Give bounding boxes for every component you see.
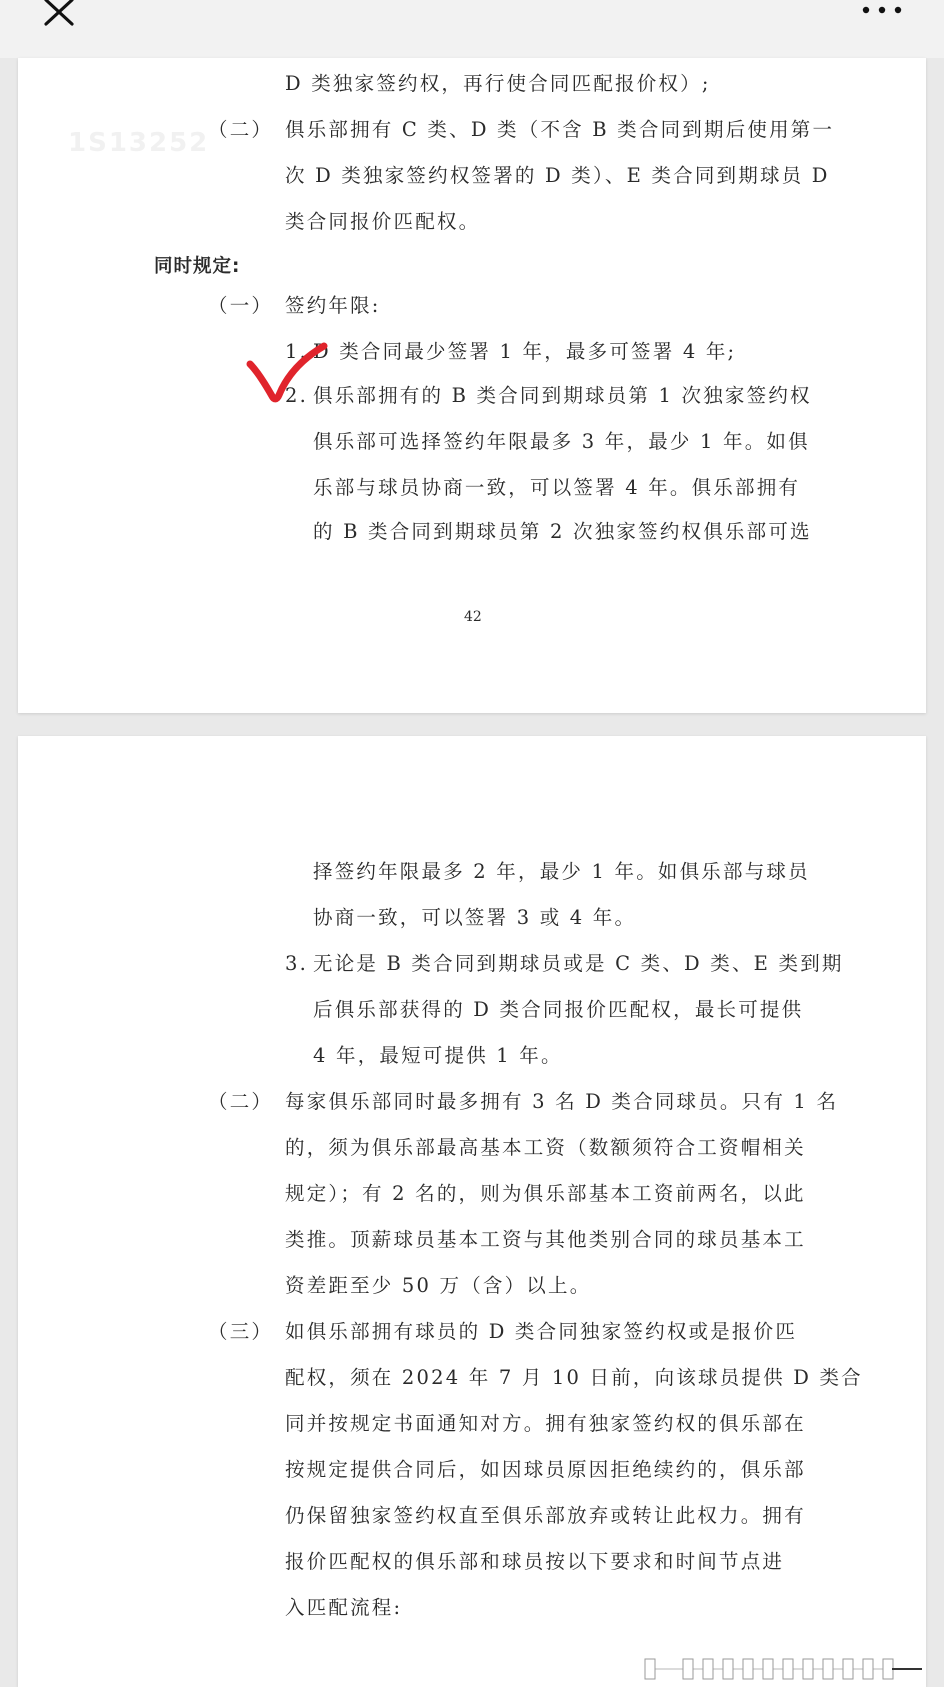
- text-line: 报价匹配权的俱乐部和球员按以下要求和时间节点进: [285, 1550, 785, 1573]
- text-line: 俱乐部拥有的 B 类合同到期球员第 1 次独家签约权: [313, 384, 812, 407]
- list-marker: 1.: [285, 340, 309, 363]
- text-line: 俱乐部拥有 C 类、D 类（不含 B 类合同到期后使用第一: [285, 118, 835, 141]
- close-icon: [40, 0, 84, 34]
- text-line: 类合同报价匹配权。: [285, 210, 481, 233]
- list-marker: 3.: [285, 952, 309, 975]
- text-line: 资差距至少 50 万（含）以上。: [285, 1274, 592, 1297]
- text-line: 按规定提供合同后，如因球员原因拒绝续约的，俱乐部: [285, 1458, 806, 1481]
- text-line: 的 B 类合同到期球员第 2 次独家签约权俱乐部可选: [313, 520, 812, 543]
- text-line: 同并按规定书面通知对方。拥有独家签约权的俱乐部在: [285, 1412, 806, 1435]
- faded-watermark: 1S13252: [68, 128, 210, 158]
- text-line: 如俱乐部拥有球员的 D 类合同独家签约权或是报价匹: [285, 1320, 798, 1343]
- scroll-indicator: [500, 1656, 930, 1682]
- text-line: D 类独家签约权，再行使合同匹配报价权）;: [285, 72, 711, 95]
- text-line: 每家俱乐部同时最多拥有 3 名 D 类合同球员。只有 1 名: [285, 1090, 839, 1113]
- text-line: 协商一致，可以签署 3 或 4 年。: [313, 906, 637, 929]
- text-line: D 类合同最少签署 1 年，最多可签署 4 年;: [313, 340, 737, 363]
- text-line: 4 年，最短可提供 1 年。: [313, 1044, 563, 1067]
- text-line: 签约年限:: [285, 294, 381, 317]
- text-line: 规定）；有 2 名的，则为俱乐部基本工资前两名，以此: [285, 1182, 806, 1205]
- page-number: 42: [464, 609, 482, 625]
- text-line: 无论是 B 类合同到期球员或是 C 类、D 类、E 类到期: [313, 952, 844, 975]
- text-line: 次 D 类独家签约权签署的 D 类）、E 类合同到期球员 D: [285, 164, 830, 187]
- text-line: 配权，须在 2024 年 7 月 10 日前，向该球员提供 D 类合: [285, 1366, 863, 1389]
- text-line: 入匹配流程:: [285, 1596, 403, 1619]
- document-page-42: [18, 58, 926, 713]
- close-button[interactable]: [40, 0, 84, 34]
- section-heading: 同时规定:: [154, 256, 241, 277]
- list-marker: （二）: [208, 118, 274, 141]
- list-marker: （二）: [208, 1090, 274, 1113]
- text-line: 择签约年限最多 2 年，最少 1 年。如俱乐部与球员: [313, 860, 810, 883]
- text-line: 的，须为俱乐部最高基本工资（数额须符合工资帽相关: [285, 1136, 806, 1159]
- text-line: 乐部与球员协商一致，可以签署 4 年。俱乐部拥有: [313, 476, 801, 499]
- text-line: 类推。顶薪球员基本工资与其他类别合同的球员基本工: [285, 1228, 806, 1251]
- document-page-43: [18, 736, 926, 1687]
- text-line: 仍保留独家签约权直至俱乐部放弃或转让此权力。拥有: [285, 1504, 806, 1527]
- list-marker: （三）: [208, 1320, 274, 1343]
- text-line: 俱乐部可选择签约年限最多 3 年，最少 1 年。如俱: [313, 430, 810, 453]
- checkmark-icon: [244, 340, 332, 410]
- text-line: 后俱乐部获得的 D 类合同报价匹配权，最长可提供: [313, 998, 804, 1021]
- more-icon: [860, 0, 904, 24]
- list-marker: 2.: [285, 384, 309, 407]
- viewer-toolbar: [0, 0, 944, 58]
- more-options-button[interactable]: [860, 0, 904, 24]
- list-marker: （一）: [208, 294, 274, 317]
